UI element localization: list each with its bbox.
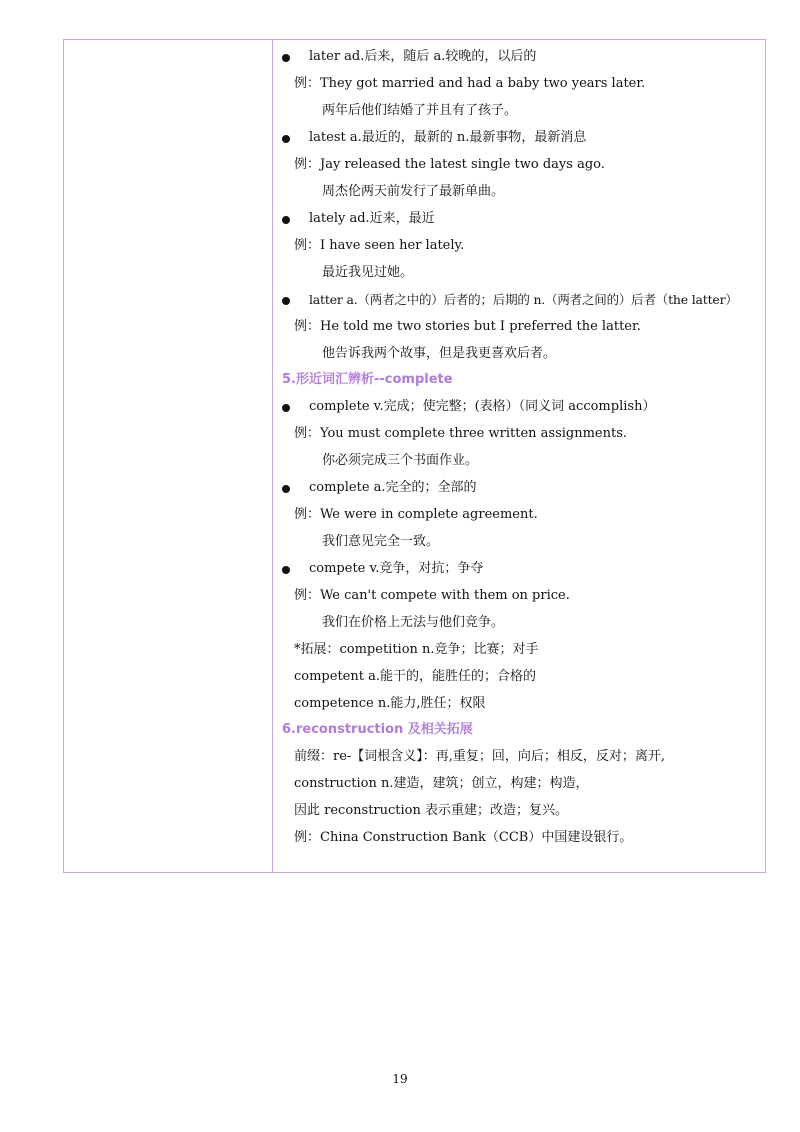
page-number: 19 (392, 1072, 408, 1086)
entry-complete-a-example: 例：We were in complete agreement. (294, 507, 538, 522)
entry-compete-translation: 我们在价格上无法与他们竞争。 (322, 615, 505, 630)
bullet-icon (282, 216, 290, 224)
section-heading-6: 6.reconstruction 及相关拓展 (282, 722, 473, 737)
entry-complete-a-def: complete a.完全的；全部的 (309, 480, 477, 495)
entry-lately-translation: 最近我见过她。 (322, 265, 414, 280)
entry-later-example: 例：They got married and had a baby two years later. (294, 76, 646, 91)
therefore-line: 因此 reconstruction 表示重建；改造；复兴。 (294, 803, 568, 818)
right-column (274, 40, 765, 872)
entry-latter-translation: 他告诉我两个故事，但是我更喜欢后者。 (322, 346, 557, 361)
ccb-example-line: 例：China Construction Bank（CCB）中国建设银行。 (294, 830, 633, 845)
content-table (63, 39, 766, 873)
bullet-icon (282, 135, 290, 143)
entry-latest-def: latest a.最近的，最新的 n.最新事物，最新消息 (309, 130, 587, 145)
entry-complete-a-translation: 我们意见完全一致。 (322, 534, 440, 549)
entry-complete-v-def: complete v.完成；使完整；(表格）（同义词 accomplish） (309, 399, 656, 414)
bullet-icon (282, 297, 290, 305)
left-column (64, 40, 273, 872)
entry-compete-example: 例：We can't compete with them on price. (294, 588, 570, 603)
entry-later-def: later ad.后来，随后 a.较晚的，以后的 (309, 49, 537, 64)
entry-complete-v-example: 例：You must complete three written assignments. (294, 426, 628, 441)
entry-compete-def: compete v.竞争，对抗；争夺 (309, 561, 484, 576)
bullet-icon (282, 566, 290, 574)
entry-latest-translation: 周杰伦两天前发行了最新单曲。 (322, 184, 505, 199)
bullet-icon (282, 404, 290, 412)
bullet-icon (282, 485, 290, 493)
entry-later-translation: 两年后他们结婚了并且有了孩子。 (322, 103, 518, 118)
entry-complete-v-translation: 你必须完成三个书面作业。 (322, 453, 479, 468)
extension-line-3: competence n.能力,胜任；权限 (294, 696, 486, 711)
entry-latter-def: latter a.（两者之中的）后者的；后期的 n.（两者之间的）后者（the latter） (309, 292, 738, 307)
construction-line: construction n.建造，建筑；创立，构建；构造， (294, 776, 589, 791)
extension-line-2: competent a.能干的，能胜任的；合格的 (294, 669, 536, 684)
entry-latter-example: 例：He told me two stories but I preferred the latter. (294, 319, 641, 334)
bullet-icon (282, 54, 290, 62)
entry-lately-def: lately ad.近来，最近 (309, 211, 435, 226)
prefix-line: 前缀：re-【词根含义】：再,重复；回，向后；相反，反对；离开, (294, 749, 666, 764)
entry-lately-example: 例：I have seen her lately. (294, 238, 465, 253)
extension-line-1: *拓展：competition n.竞争；比赛；对手 (294, 642, 539, 657)
entry-latest-example: 例：Jay released the latest single two days ago. (294, 157, 605, 172)
section-heading-5: 5.形近词汇辨析--complete (282, 372, 453, 387)
